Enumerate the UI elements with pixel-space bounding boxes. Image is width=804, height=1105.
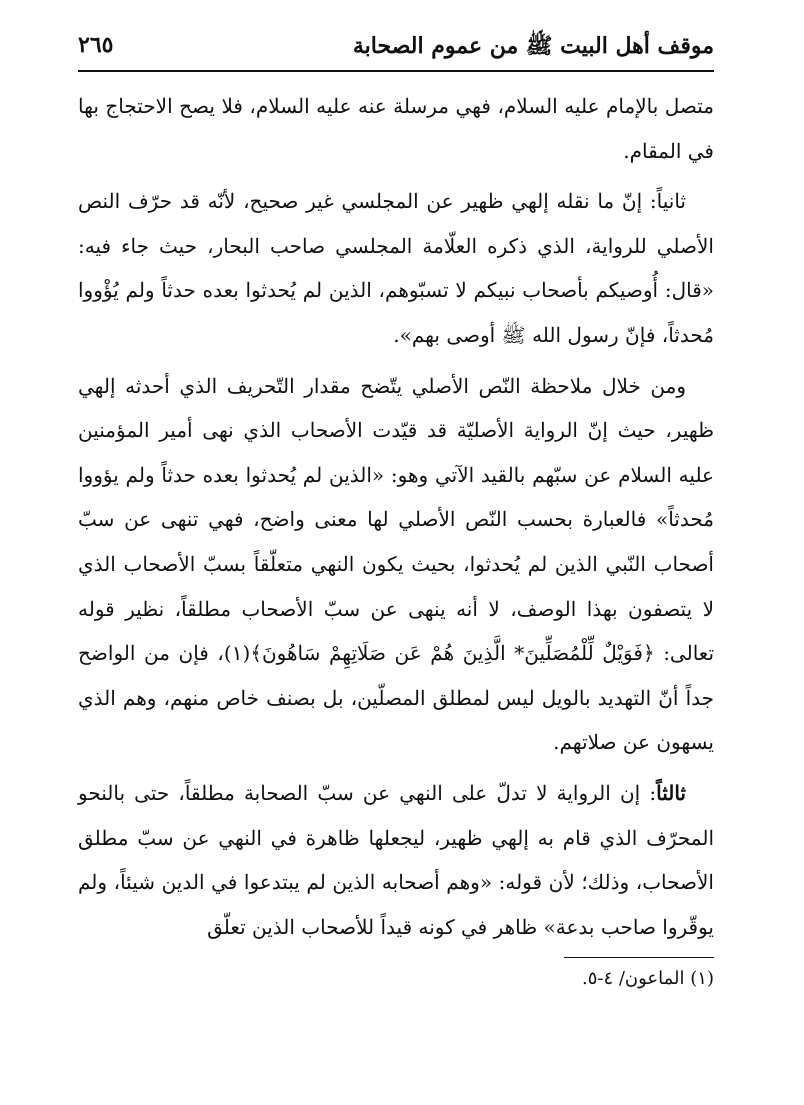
page-number: ٢٦٥ [78, 32, 114, 58]
footnote-divider [564, 957, 714, 958]
paragraph-lead: ثانياً [656, 189, 686, 214]
paragraph-text: : إنّ ما نقله إلهي ظهير عن المجلسي غير صحيح، لأنّه قد حرّف النص الأصلي للرواية، الذي ذكره العلّامة المجلسي صاحب البحار، حيث جاء فيه: «قال: أُوصيكم بأصحاب نبيكم لا تسبّوهم، الذين لم يُحدثوا بعده حدثاً ولم يُؤْووا مُحدثاً، فإنّ رسول الله ﷺ أوصى بهم». [78, 189, 714, 347]
paragraph-text: متصل بالإمام عليه السلام، فهي مرسلة عنه عليه السلام، فلا يصح الاحتجاج بها في المقام. [78, 94, 714, 163]
footnote: (١) الماعون/ ٤-٥. [581, 968, 714, 989]
body-text [78, 84, 714, 949]
page-header [78, 30, 714, 70]
running-title: موقف أهل البيت ﷺ من عموم الصحابة [352, 33, 714, 59]
paragraph-analysis [78, 364, 714, 765]
header-divider [78, 70, 714, 72]
paragraph-lead: ثالثاً [656, 780, 686, 805]
paragraph-third-point [78, 771, 714, 949]
paragraph-text: ومن خلال ملاحظة النّص الأصلي يتّضح مقدار التّحريف الذي أحدثه إلهي ظهير، حيث إنّ الرواية الأصليّة قد قيّدت الأصحاب الذي نهى أمير المؤمنين عليه السلام عن سبّهم بالقيد الآتي وهو: «الذين لم يُحدثوا بعده حدثاً ولم يؤووا مُحدثاً» فالعبارة بحسب النّص الأصلي لها معنى واضح، فهي تنهى عن سبّ أصحاب النّبي الذين لم يُحدثوا، بحيث يكون النهي متعلّقاً بسبّ الأصحاب الذي لا يتصفون بهذا الوصف، لا أنه ينهى عن سبّ الأصحاب مطلقاً، نظير قوله تعالى: ﴿فَوَيْلٌ لِّلْمُصَلِّينَ* الَّذِينَ هُمْ عَن صَلَاتِهِمْ سَاهُونَ﴾(١)، فإن من الواضح جداً أنّ التهديد بالويل ليس لمطلق المصلّين، بل بصنف خاص منهم، وهم الذي يسهون عن صلاتهم. [78, 373, 715, 755]
paragraph-continuation [78, 84, 714, 173]
paragraph-second-point [78, 179, 714, 357]
paragraph-text: : إن الرواية لا تدلّ على النهي عن سبّ الصحابة مطلقاً، حتى بالنحو المحرّف الذي قام به إلهي ظهير، ليجعلها ظاهرة في النهي عن سبّ مطلق الأصحاب، وذلك؛ لأن قوله: «وهم أصحابه الذين لم يبتدعوا في الدين شيئاً، ولم يوقّروا صاحب بدعة» ظاهر في كونه قيداً للأصحاب الذين تعلّق [78, 780, 714, 939]
